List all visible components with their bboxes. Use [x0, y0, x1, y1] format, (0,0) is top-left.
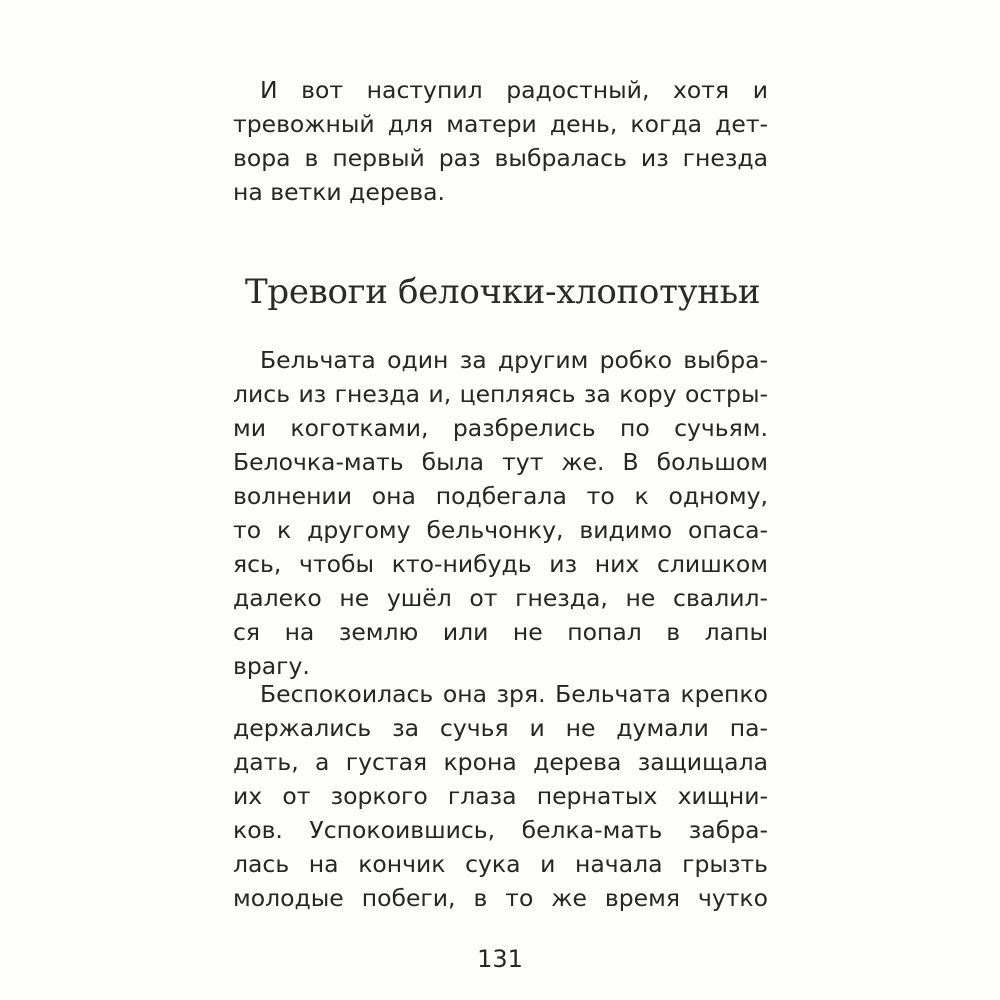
text-line: ми коготками, разбрелись по сучьям.	[233, 414, 768, 442]
text-line: Бельчата один за другим робко выбра-	[260, 346, 768, 374]
chapter-heading: Тревоги белочки-хлопотуньи	[245, 272, 761, 312]
text-line: то к другому бельчонку, видимо опаса-	[233, 516, 768, 544]
text-line: дать, а густая крона дерева защищала	[233, 748, 768, 776]
text-line: лись из гнезда и, цепляясь за кору остры-	[233, 380, 768, 408]
text-line: ся на землю или не попал в лапы	[233, 618, 768, 646]
text-line: тревожный для матери день, когда дет-	[233, 110, 768, 138]
text-line: на ветки дерева.	[233, 178, 445, 206]
text-line: далеко не ушёл от гнезда, не свалил-	[233, 584, 768, 612]
text-line: волнении она подбегала то к одному,	[233, 482, 768, 510]
paragraph-3	[233, 677, 768, 915]
text-line: молодые побеги, в то же время чутко	[233, 884, 768, 912]
text-line: их от зоркого глаза пернатых хищни-	[233, 782, 768, 810]
text-line: врагу.	[233, 652, 310, 680]
paragraph-2	[233, 343, 768, 683]
text-line: Беспокоилась она зря. Бельчата крепко	[260, 680, 768, 708]
text-line: ясь, чтобы кто-нибудь из них слишком	[233, 550, 768, 578]
text-line: лась на кончик сука и начала грызть	[233, 850, 768, 878]
text-line: ков. Успокоившись, белка-мать забра-	[233, 816, 768, 844]
paragraph-1	[233, 73, 768, 209]
page-number: 131	[477, 945, 523, 973]
text-line: держались за сучья и не думали па-	[233, 714, 768, 742]
text-line: вора в первый раз выбралась из гнезда	[233, 144, 768, 172]
text-line: Белочка-мать была тут же. В большом	[233, 448, 768, 476]
text-line: И вот наступил радостный, хотя и	[260, 76, 768, 104]
